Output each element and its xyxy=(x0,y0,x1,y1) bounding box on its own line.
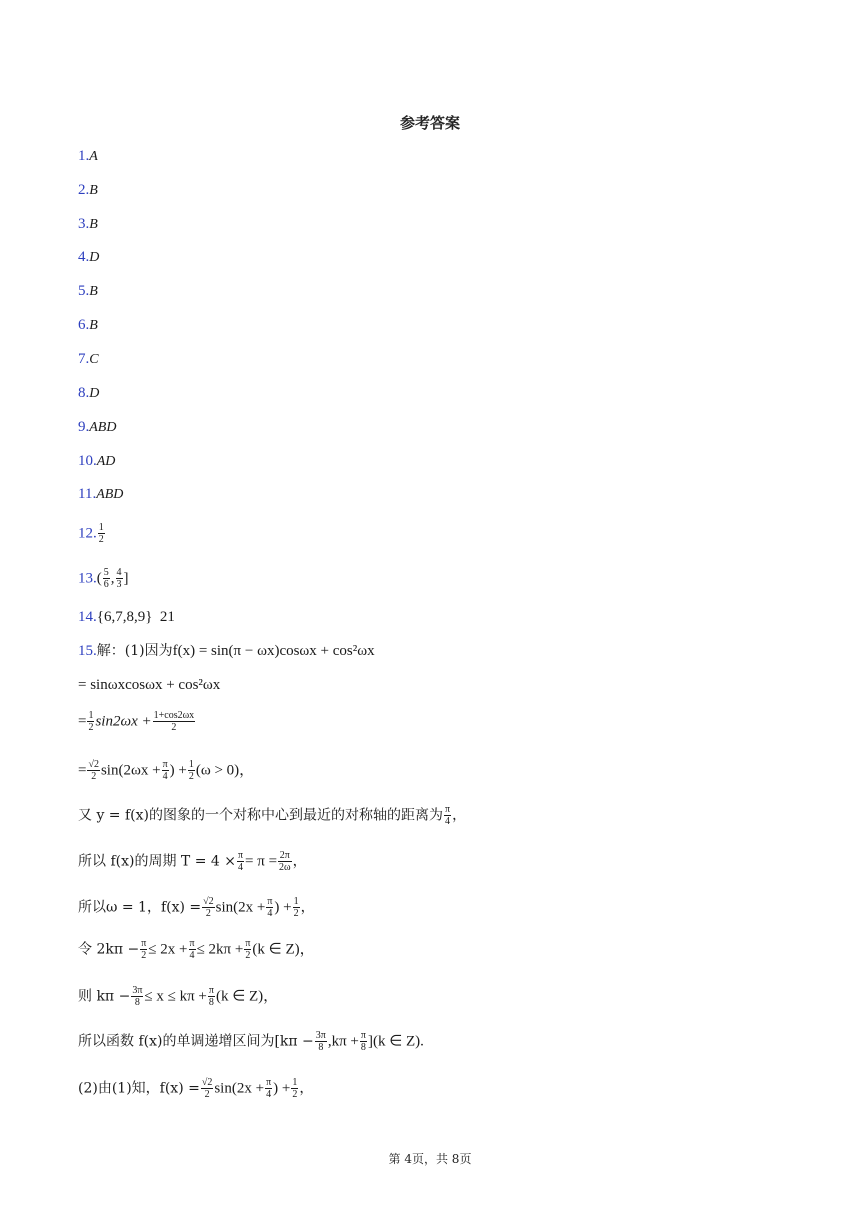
answer-12 xyxy=(78,522,106,545)
fraction: $\frac{\pi}{8}$ xyxy=(360,1030,366,1053)
fraction: $\frac{\pi}{4}$ xyxy=(189,938,195,961)
fraction: $\frac{1+\cos 2\omega x}{2}$ xyxy=(153,710,195,733)
fraction: $\frac{√2}{2}$ xyxy=(203,896,214,919)
answer-number: 1. xyxy=(78,148,90,164)
answer-number: 9. xyxy=(78,419,90,435)
answer-10 xyxy=(78,451,115,472)
answer-9 xyxy=(78,417,116,438)
answer-11 xyxy=(78,484,123,505)
solution-15-line-9: 则 kπ − $\frac{3\pi}{8}$ ≤ x ≤ kπ + $\frac{\pi}{8}$ (k ∈ Z)， xyxy=(78,985,279,1008)
answer-2 xyxy=(78,180,98,201)
answer-14: 14.{6,7,8,9} 21 xyxy=(78,609,175,625)
fraction: $\frac{1}{2}$ xyxy=(98,522,104,545)
answer-number: 13. xyxy=(78,570,97,587)
answer-number: 14. xyxy=(78,609,97,625)
answer-6 xyxy=(78,315,98,336)
answer-number: 10. xyxy=(78,453,97,469)
solution-15-line-3: = $\frac{1}{2}$ sin2ωx + $\frac{1+\cos 2\omega x}{2}$ xyxy=(78,710,195,733)
fraction: $\frac{\pi}{4}$ xyxy=(267,896,273,919)
solution-15-line-8: 令 2kπ − $\frac{\pi}{2}$ ≤ 2x + $\frac{\pi}{4}$ ≤ 2kπ + $\frac{\pi}{2}$ (k ∈ Z)， xyxy=(78,938,315,961)
answer-8 xyxy=(78,383,99,404)
solution-15-line-10: 所以函数 f(x)的单调递增区间为[kπ − $\frac{3\pi}{8}$ ,kπ + $\frac{\pi}{8}$ ](k ∈ Z). xyxy=(78,1030,424,1053)
answer-number: 8. xyxy=(78,385,90,401)
solution-15-line-5: 又 y = f(x)的图象的一个对称中心到最近的对称轴的距离为 $\frac{\pi}{4}$ ， xyxy=(78,804,467,827)
answer-4 xyxy=(78,247,99,268)
fraction: $\frac{3\pi}{8}$ xyxy=(315,1030,326,1053)
page-footer: 第 4页，共 8页 xyxy=(388,1152,472,1166)
answer-text: ABD xyxy=(96,487,124,502)
fraction: $\frac{1}{2}$ xyxy=(292,1077,298,1100)
answer-text: A xyxy=(89,149,98,164)
answer-number: 7. xyxy=(78,351,90,367)
answer-13: 13.( $\frac{5}{6}$ , $\frac{4}{3}$ ] xyxy=(78,567,129,590)
answer-1 xyxy=(78,146,98,167)
answer-number: 3. xyxy=(78,216,90,232)
fraction: $\frac{5}{6}$ xyxy=(103,567,109,590)
answer-text: B xyxy=(89,318,98,333)
solution-15-line-11: (2)由(1)知，f(x) = $\frac{√2}{2}$ sin(2x + $\frac{\pi}{4}$ ) + $\frac{1}{2}$ ， xyxy=(78,1077,314,1100)
fraction: $\frac{\pi}{2}$ xyxy=(245,938,251,961)
answer-number: 12. xyxy=(78,525,97,542)
answer-number: 11. xyxy=(78,486,97,502)
answer-7 xyxy=(78,349,99,370)
solution-15-line-2: = sinωxcosωx + cos²ωx xyxy=(78,677,221,693)
fraction: $\frac{1}{2}$ xyxy=(88,710,94,733)
answer-5 xyxy=(78,281,98,302)
answer-text: B xyxy=(89,217,98,232)
fraction: $\frac{√2}{2}$ xyxy=(88,759,99,782)
fraction: $\frac{1}{2}$ xyxy=(188,759,194,782)
fraction: $\frac{\pi}{8}$ xyxy=(208,985,214,1008)
solution-15-line-1: 15.解：(1)因为f(x) = sin(π − ωx)cosωx + cos²ωx xyxy=(78,643,375,659)
answer-text: B xyxy=(89,183,98,198)
fraction: $\frac{\pi}{4}$ xyxy=(266,1077,272,1100)
fraction: $\frac{\pi}{4}$ xyxy=(237,850,244,873)
answer-number: 2. xyxy=(78,182,90,198)
fraction: $\frac{4}{3}$ xyxy=(116,567,122,590)
answer-text: AD xyxy=(96,454,116,469)
answer-text: ABD xyxy=(89,420,117,435)
answer-text: D xyxy=(89,386,100,401)
fraction: $\frac{\pi}{2}$ xyxy=(141,938,147,961)
answer-3 xyxy=(78,214,98,235)
answer-text: D xyxy=(89,250,100,265)
solution-15-line-4: = $\frac{√2}{2}$ sin(2ωx + $\frac{\pi}{4}$ ) + $\frac{1}{2}$ (ω > 0)， xyxy=(78,759,255,782)
fraction: $\frac{\pi}{4}$ xyxy=(445,804,451,827)
fraction: $\frac{3\pi}{8}$ xyxy=(132,985,143,1008)
answer-number: 5. xyxy=(78,283,90,299)
answer-number: 15. xyxy=(78,643,97,659)
page-title: 参考答案 xyxy=(399,114,460,132)
solution-15-line-7: 所以ω = 1，f(x) = $\frac{√2}{2}$ sin(2x + $\frac{\pi}{4}$ ) + $\frac{1}{2}$ ， xyxy=(78,896,315,919)
solution-15-line-6: 所以 f(x)的周期 T = 4 × $\frac{\pi}{4}$ = π = $\frac{2\pi}{2\omega}$ ， xyxy=(78,850,307,873)
answer-number: 6. xyxy=(78,317,90,333)
answer-text: B xyxy=(89,284,98,299)
answer-number: 4. xyxy=(78,249,90,265)
fraction: $\frac{√2}{2}$ xyxy=(201,1077,213,1100)
fraction: $\frac{1}{2}$ xyxy=(293,896,299,919)
answer-text: C xyxy=(89,352,99,367)
fraction: $\frac{\pi}{4}$ xyxy=(162,759,168,782)
fraction: $\frac{2\pi}{2\omega}$ xyxy=(279,850,291,873)
